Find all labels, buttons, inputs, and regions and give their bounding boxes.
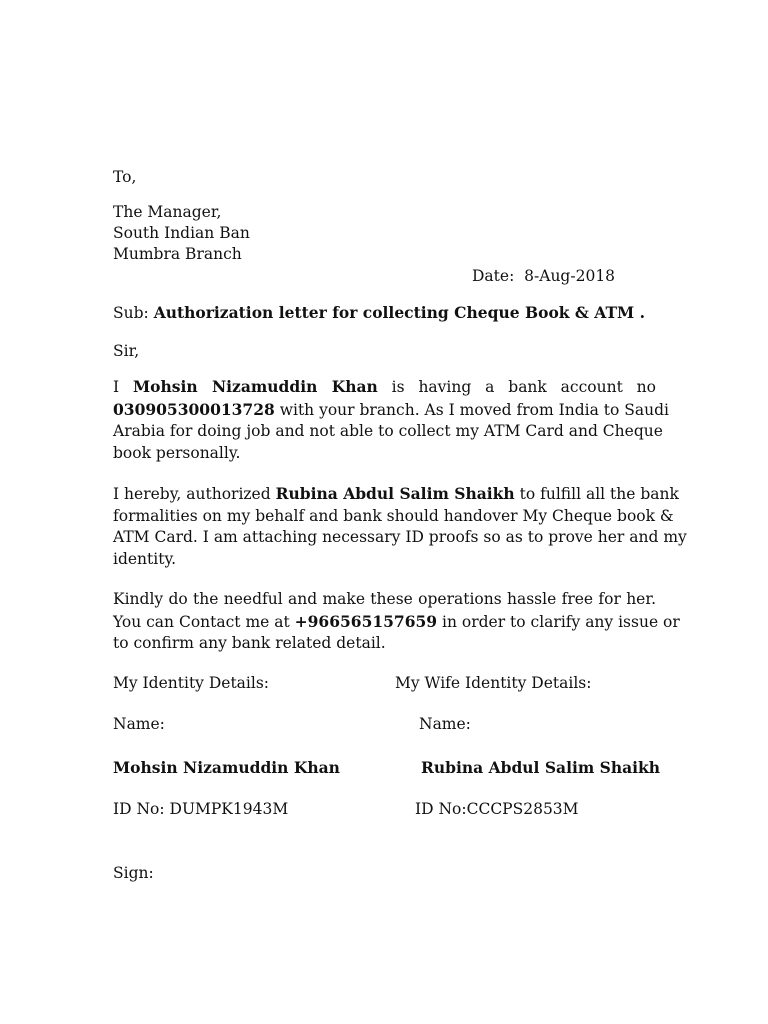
my-id-number: ID No: DUMPK1943M [113,800,289,818]
paragraph-1-line-1: I Mohsin Nizamuddin Khan is having a bank account no [113,377,656,396]
paragraph-3-line-2: You can Contact me at +966565157659 in order to clarify any issue or [113,611,680,631]
date-line [472,266,615,287]
wife-identity-heading: My Wife Identity Details: [395,674,592,692]
wife-id-number: ID No:CCCPS2853M [415,800,579,818]
account-number: 030905300013728 [113,399,275,419]
subject-line [113,302,645,324]
date-value: 8-Aug-2018 [524,267,616,285]
paragraph-1-line-3: Arabia for doing job and not able to collect my ATM Card and Cheque [113,422,663,440]
contact-phone: +966565157659 [294,611,438,631]
subject-label: Sub: [113,304,149,322]
paragraph-2-line-2: formalities on my behalf and bank should handover My Cheque book & [113,506,674,525]
paragraph-2-line-1: I hereby, authorized Rubina Abdul Salim Shaikh to fulfill all the bank [113,484,679,503]
paragraph-1-line-2: 030905300013728 with your branch. As I moved from India to Saudi [113,399,669,419]
paragraph-2 [113,483,687,570]
recipient-line-1: The Manager, [113,203,222,221]
paragraph-3-line-1: Kindly do the needful and make these operations hassle free for her. [113,590,656,608]
wife-name: Rubina Abdul Salim Shaikh [421,758,661,777]
my-name-label: Name: [113,715,165,733]
paragraph-2-line-3: ATM Card. I am attaching necessary ID proofs so as to prove her and my [113,528,687,546]
recipient-line-2: South Indian Ban [113,224,250,242]
wife-name-label: Name: [419,715,471,733]
my-name: Mohsin Nizamuddin Khan [113,758,340,777]
paragraph-1 [113,376,669,464]
paragraph-2-line-4: identity. [113,549,177,568]
paragraph-3 [113,589,680,655]
authorized-person-name: Rubina Abdul Salim Shaikh [275,484,515,503]
sign-label: Sign: [113,864,154,882]
account-holder-name: Mohsin Nizamuddin Khan [133,377,378,396]
salutation-to: To, [113,168,137,186]
recipient-line-3: Mumbra Branch [113,245,242,263]
date-label: Date: [472,267,515,285]
greeting: Sir, [113,342,140,360]
subject-text: Authorization letter for collecting Cheque Book & ATM . [153,303,645,322]
my-identity-heading: My Identity Details: [113,674,270,692]
paragraph-1-line-4: book personally. [113,443,241,462]
paragraph-3-line-3: to confirm any bank related detail. [113,634,386,652]
